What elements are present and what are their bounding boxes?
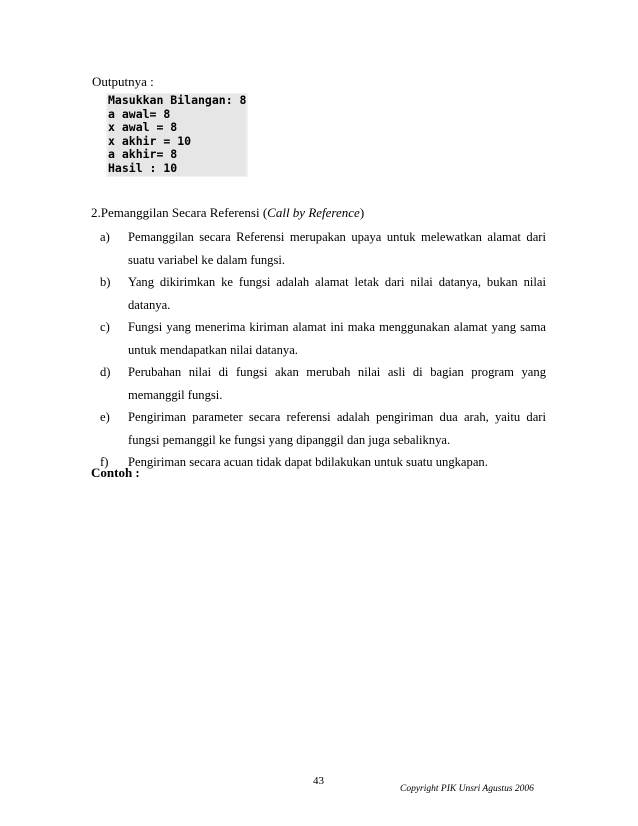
list-item-marker: f) [100,455,109,469]
list-item [100,406,546,451]
list-item [100,226,546,271]
section-heading-suffix: ) [359,205,365,220]
list-item-text: Pengiriman parameter secara referensi adalah pengiriman dua arah, yaitu dari fungsi pemanggil ke fungsi yang dipanggil dan juga sebaliknya. [128,410,546,447]
explanation-list [100,226,546,474]
list-item [100,361,546,406]
copyright-footer: Copyright PIK Unsri Agustus 2006 [400,784,534,794]
list-item-text: Fungsi yang menerima kiriman alamat ini maka menggunakan alamat yang sama untuk mendapatkan nilai datanya. [128,320,546,357]
console-line: Masukkan Bilangan: 8 [108,93,247,107]
console-line: x akhir = 10 [108,135,246,149]
section-heading [91,205,364,221]
list-item-text: Pemanggilan secara Referensi merupakan upaya untuk melewatkan alamat dari suatu variabel ke dalam fungsi. [128,230,546,267]
list-item-text: Yang dikirimkan ke fungsi adalah alamat letak dari nilai datanya, bukan nilai datanya. [128,275,546,312]
section-heading-prefix: 2.Pemanggilan Secara Referensi ( [91,205,268,220]
console-line: a akhir= 8 [108,148,246,162]
console-line: a awal= 8 [108,108,246,122]
example-label: Contoh : [91,465,140,480]
console-line: x awal = 8 [108,121,246,135]
page-number: 43 [313,775,324,787]
output-label: Outputnya : [92,74,154,89]
list-item-marker: a) [100,230,110,244]
list-item-marker: c) [100,320,110,334]
list-item [100,451,546,474]
list-item-marker: d) [100,365,111,379]
list-item [100,316,546,361]
console-line: Hasil : 10 [108,162,246,176]
console-output [106,93,248,177]
list-item-text: Pengiriman secara acuan tidak dapat bdilakukan untuk suatu ungkapan. [128,455,488,469]
list-item-marker: b) [100,275,111,289]
list-item [100,271,546,316]
list-item-marker: e) [100,410,110,424]
list-item-text: Perubahan nilai di fungsi akan merubah nilai asli di bagian program yang memanggil fungsi. [128,365,546,402]
section-heading-italic: Call by Reference [267,205,360,220]
